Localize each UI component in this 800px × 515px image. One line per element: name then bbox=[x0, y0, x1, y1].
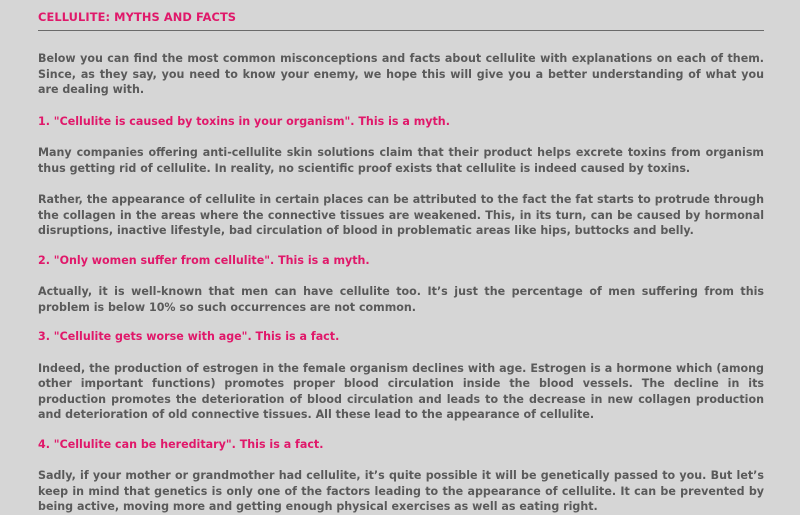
section-3-paragraph-1: Indeed, the production of estrogen in the female organism declines with age. Estrogen is a hormone which (among other important functions) promotes proper blood circulation inside the blood vessels. The decline in its production promotes the deterioration of blood circulation and leads to the decrease in new collagen production and deterioration of old connective tissues. All these lead to the appearance of cellulite. bbox=[38, 361, 764, 421]
section-heading-4: 4. "Cellulite can be hereditary". This is a fact. bbox=[38, 437, 324, 451]
page-title: CELLULITE: MYTHS AND FACTS bbox=[38, 10, 764, 31]
intro-paragraph: Below you can find the most common misconceptions and facts about cellulite with explanations on each of them. Since, as they say, you need to know your enemy, we hope this will give you a better understanding of what you are dealing with. bbox=[38, 52, 764, 96]
section-1-paragraph-1: Many companies offering anti-cellulite skin solutions claim that their product helps excrete toxins from organism thus getting rid of cellulite. In reality, no scientific proof exists that cellulite is indeed caused by toxins. bbox=[38, 146, 764, 175]
section-heading-3: 3. "Cellulite gets worse with age". This is a fact. bbox=[38, 330, 340, 343]
section-heading-2: 2. "Only women suffer from cellulite". This is a myth. bbox=[38, 253, 370, 267]
section-1-paragraph-2: Rather, the appearance of cellulite in certain places can be attributed to the fact the fat starts to protrude through the collagen in the areas where the connective tissues are weakened. This, in its turn, can be caused by hormonal disruptions, inactive lifestyle, bad circulation of blood in problematic areas like hips, buttocks and belly. bbox=[38, 193, 764, 237]
section-4-paragraph-1: Sadly, if your mother or grandmother had cellulite, it’s quite possible it will be genetically passed to you. But let’s keep in mind that genetics is only one of the factors leading to the appearance of cellulite. It can be prevented by being active, moving more and getting enough physical exercises as well as eating right. bbox=[38, 469, 764, 513]
section-heading-1: 1. "Cellulite is caused by toxins in your organism". This is a myth. bbox=[38, 114, 450, 128]
section-2-paragraph-1: Actually, it is well-known that men can have cellulite too. It’s just the percentage of men suffering from this problem is below 10% so such occurrences are not common. bbox=[38, 285, 764, 314]
